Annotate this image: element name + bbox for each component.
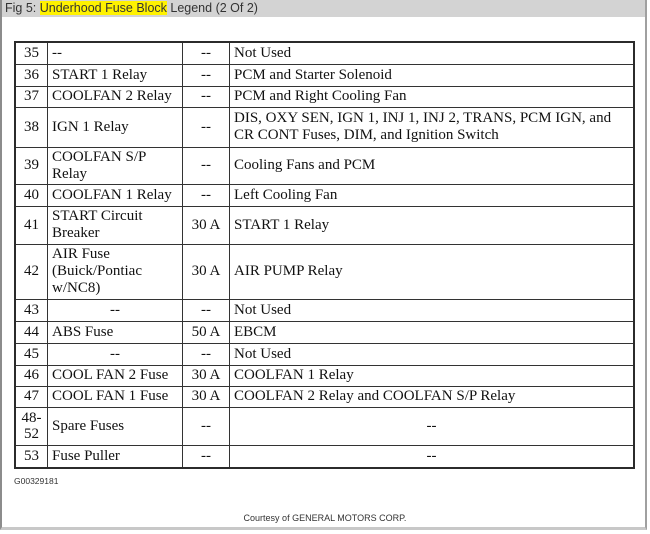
fuse-name: --	[48, 343, 183, 365]
fuse-usage: Cooling Fans and PCM	[230, 147, 635, 184]
figure-id: G00329181	[14, 476, 59, 486]
fuse-number: 39	[15, 147, 48, 184]
table-row	[15, 365, 634, 386]
fuse-amperage: 30 A	[183, 244, 230, 299]
table-row	[15, 206, 634, 244]
fuse-name: COOLFAN 2 Relay	[48, 86, 183, 107]
table-row	[15, 107, 634, 147]
fuse-number: 41	[15, 206, 48, 244]
fuse-amperage: --	[183, 343, 230, 365]
fuse-name: --	[48, 42, 183, 64]
table-row	[15, 299, 634, 321]
table-row	[15, 244, 634, 299]
fuse-number: 53	[15, 445, 48, 468]
fuse-number: 42	[15, 244, 48, 299]
table-row	[15, 86, 634, 107]
fuse-usage: Left Cooling Fan	[230, 184, 635, 206]
table-row	[15, 321, 634, 343]
fuse-usage: DIS, OXY SEN, IGN 1, INJ 1, INJ 2, TRANS, PCM IGN, and CR CONT Fuses, DIM, and Ignition Switch	[230, 107, 635, 147]
fuse-number: 47	[15, 386, 48, 407]
fuse-name: START 1 Relay	[48, 64, 183, 86]
fuse-amperage: --	[183, 299, 230, 321]
fuse-number: 40	[15, 184, 48, 206]
fuse-name: Fuse Puller	[48, 445, 183, 468]
fuse-name: COOL FAN 2 Fuse	[48, 365, 183, 386]
fuse-name: IGN 1 Relay	[48, 107, 183, 147]
fuse-name: --	[48, 299, 183, 321]
fuse-usage: Not Used	[230, 42, 635, 64]
fuse-amperage: --	[183, 184, 230, 206]
fuse-usage: EBCM	[230, 321, 635, 343]
figure-title	[2, 0, 645, 17]
fuse-number: 45	[15, 343, 48, 365]
fuse-number: 36	[15, 64, 48, 86]
fuse-usage: COOLFAN 2 Relay and COOLFAN S/P Relay	[230, 386, 635, 407]
fuse-usage: START 1 Relay	[230, 206, 635, 244]
fuse-number: 43	[15, 299, 48, 321]
table-row	[15, 407, 634, 445]
fuse-name: START Circuit Breaker	[48, 206, 183, 244]
fuse-name: Spare Fuses	[48, 407, 183, 445]
fuse-usage: Not Used	[230, 343, 635, 365]
fuse-number: 38	[15, 107, 48, 147]
fuse-number: 44	[15, 321, 48, 343]
table-row	[15, 445, 634, 468]
fuse-number: 48-52	[15, 407, 48, 445]
table-row	[15, 184, 634, 206]
fuse-amperage: --	[183, 107, 230, 147]
fuse-amperage: 30 A	[183, 206, 230, 244]
fuse-number: 46	[15, 365, 48, 386]
courtesy-credit: Courtesy of GENERAL MOTORS CORP.	[243, 513, 407, 523]
table-row	[15, 343, 634, 365]
table-row	[15, 386, 634, 407]
figure-title-suffix: Legend (2 Of 2)	[166, 1, 258, 15]
table-row	[15, 64, 634, 86]
fuse-name: COOLFAN S/P Relay	[48, 147, 183, 184]
fuse-name: ABS Fuse	[48, 321, 183, 343]
fuse-usage: --	[230, 407, 635, 445]
fuse-usage: PCM and Right Cooling Fan	[230, 86, 635, 107]
figure-title-prefix: Fig 5:	[5, 1, 40, 15]
fuse-number: 37	[15, 86, 48, 107]
fuse-usage: --	[230, 445, 635, 468]
fuse-usage: AIR PUMP Relay	[230, 244, 635, 299]
fuse-number: 35	[15, 42, 48, 64]
fuse-amperage: --	[183, 445, 230, 468]
fuse-usage: Not Used	[230, 299, 635, 321]
fuse-amperage: 50 A	[183, 321, 230, 343]
table-row	[15, 147, 634, 184]
fuse-usage: PCM and Starter Solenoid	[230, 64, 635, 86]
fuse-amperage: --	[183, 42, 230, 64]
fuse-amperage: 30 A	[183, 365, 230, 386]
fuse-name: AIR Fuse (Buick/Pontiac w/NC8)	[48, 244, 183, 299]
fuse-name: COOL FAN 1 Fuse	[48, 386, 183, 407]
fuse-amperage: --	[183, 86, 230, 107]
fuse-amperage: --	[183, 407, 230, 445]
fuse-name: COOLFAN 1 Relay	[48, 184, 183, 206]
figure-title-highlight: Underhood Fuse Block	[39, 1, 167, 15]
fuse-amperage: --	[183, 64, 230, 86]
fuse-amperage: 30 A	[183, 386, 230, 407]
fuse-legend-table	[14, 41, 635, 469]
table-row	[15, 42, 634, 64]
fuse-usage: COOLFAN 1 Relay	[230, 365, 635, 386]
fuse-amperage: --	[183, 147, 230, 184]
